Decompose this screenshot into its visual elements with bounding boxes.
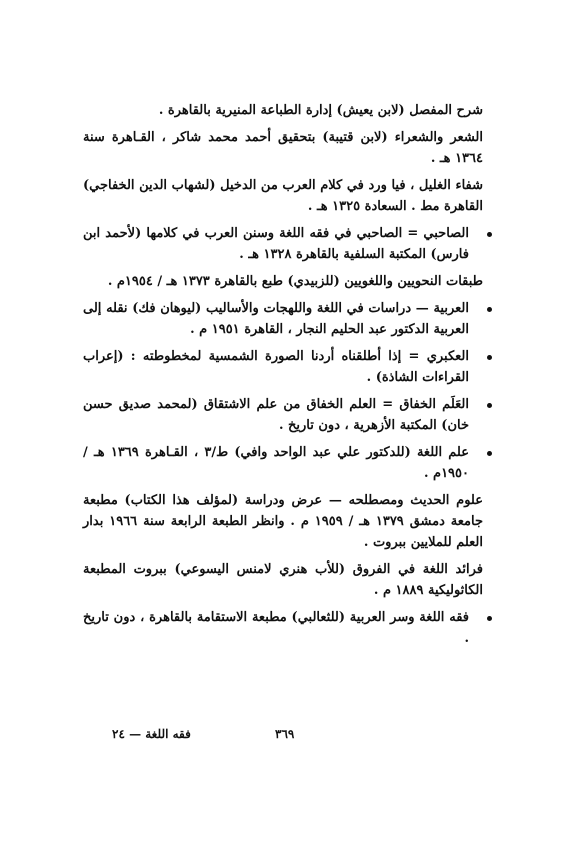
entry-text: علوم الحديث ومصطلحه — عرض ودراسة (لمؤلف هذا الكتاب) مطبعة جامعة دمشق ١٣٧٩ هـ / ١٩٥٩ م . وانظر الطبعة الرابعة سنة ١٩٦٦ بدار العلم للملايين ببروت . (83, 493, 483, 550)
bibliography-list (83, 100, 483, 655)
bibliography-entry (83, 607, 483, 649)
entry-text: شرح المفصل (لابن يعيش) إدارة الطباعة المنيرية بالقاهرة . (158, 103, 483, 118)
bibliography-entry (83, 223, 483, 265)
bullet-marker (487, 403, 492, 408)
entry-text: فرائد اللغة في الفروق (للأب هنري لامنس اليسوعي) ببروت المطبعة الكاثوليكية ١٨٨٩ م . (83, 562, 483, 598)
book-section-label: فقه اللغة — ٢٤ (112, 727, 191, 741)
bibliography-entry (83, 298, 483, 340)
bibliography-entry (83, 490, 483, 553)
entry-text: علم اللغة (للدكتور علي عبد الواحد وافي) ط/٣ ، القـاهرة ١٣٦٩ هـ / ١٩٥٠م . (83, 445, 469, 481)
bibliography-entry (83, 394, 483, 436)
bullet-marker (487, 232, 492, 237)
bibliography-entry (83, 559, 483, 601)
entry-text: العربية — دراسات في اللغة واللهجات والأساليب (ليوهان فك) نقله إلى العربية الدكتور عبد الحليم النجار ، القاهرة ١٩٥١ م . (83, 301, 469, 337)
bibliography-entry (83, 175, 483, 217)
bibliography-entry (83, 346, 483, 388)
bullet-marker (487, 355, 492, 360)
entry-text: العكبري = إذا أطلقناه أردنا الصورة الشمسية لمخطوطته : (إعراب القراءات الشاذة) . (83, 349, 469, 385)
page-footer (0, 727, 568, 747)
bibliography-entry (83, 127, 483, 169)
bullet-marker (487, 451, 492, 456)
bullet-marker (487, 616, 492, 621)
bullet-marker (487, 307, 492, 312)
entry-text: العَلَم الخفاق = العلم الخفاق من علم الاشتقاق (لمحمد صديق حسن خان) المكتبة الأزهرية ، دون تاريخ . (83, 397, 469, 433)
entry-text: الصاحبي = الصاحبي في فقه اللغة وسنن العرب في كلامها (لأحمد ابن فارس) المكتبة السلفية بالقاهرة ١٣٢٨ هـ . (83, 226, 469, 262)
entry-text: فقه اللغة وسر العربية (للثعالبي) مطبعة الاستقامة بالقاهرة ، دون تاريخ . (83, 610, 469, 646)
bibliography-entry (83, 271, 483, 292)
page-number: ٣٦٩ (275, 727, 295, 741)
entry-text: شفاء الغليل ، فيا ورد في كلام العرب من الدخيل (لشهاب الدين الخفاجي) القاهرة مط . السعادة ١٣٢٥ هـ . (83, 178, 483, 214)
bibliography-entry (83, 442, 483, 484)
entry-text: الشعر والشعراء (لابن قتيبة) بتحقيق أحمد محمد شاكر ، القـاهرة سنة ١٣٦٤ هـ . (83, 130, 483, 166)
entry-text: طبقات النحويين واللغويين (للزبيدي) طبع بالقاهرة ١٣٧٣ هـ / ١٩٥٤م . (107, 274, 483, 289)
bibliography-entry (83, 100, 483, 121)
